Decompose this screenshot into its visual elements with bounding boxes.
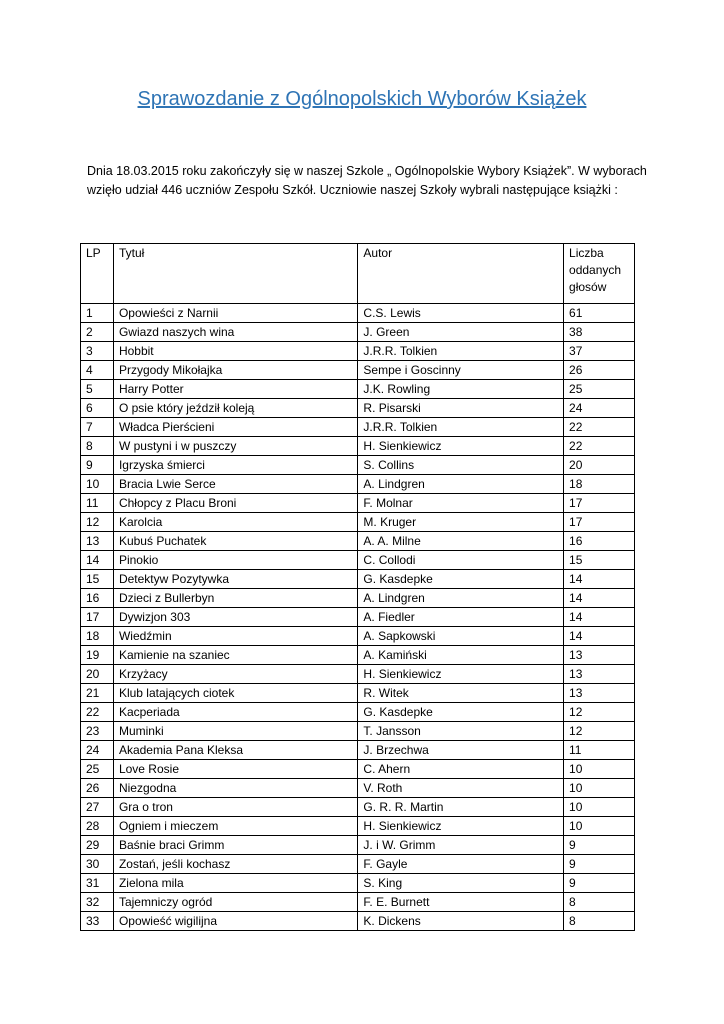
table-row xyxy=(81,836,635,855)
cell-lp: 25 xyxy=(81,760,114,779)
cell-title: Harry Potter xyxy=(113,380,357,399)
cell-lp: 19 xyxy=(81,646,114,665)
cell-votes: 12 xyxy=(564,703,635,722)
cell-author: J. Brzechwa xyxy=(358,741,564,760)
cell-title: Love Rosie xyxy=(113,760,357,779)
cell-lp: 30 xyxy=(81,855,114,874)
cell-author: A. Fiedler xyxy=(358,608,564,627)
table-row xyxy=(81,418,635,437)
cell-votes: 8 xyxy=(564,893,635,912)
cell-title: Chłopcy z Placu Broni xyxy=(113,494,357,513)
table-row xyxy=(81,513,635,532)
table-row xyxy=(81,494,635,513)
cell-lp: 27 xyxy=(81,798,114,817)
table-row xyxy=(81,665,635,684)
cell-title: Karolcia xyxy=(113,513,357,532)
cell-title: Dywizjon 303 xyxy=(113,608,357,627)
table-row xyxy=(81,722,635,741)
cell-author: G. R. R. Martin xyxy=(358,798,564,817)
cell-title: Akademia Pana Kleksa xyxy=(113,741,357,760)
cell-votes: 38 xyxy=(564,323,635,342)
table-row xyxy=(81,456,635,475)
cell-lp: 28 xyxy=(81,817,114,836)
cell-lp: 2 xyxy=(81,323,114,342)
cell-lp: 5 xyxy=(81,380,114,399)
cell-lp: 18 xyxy=(81,627,114,646)
cell-lp: 8 xyxy=(81,437,114,456)
table-row xyxy=(81,760,635,779)
cell-votes: 17 xyxy=(564,494,635,513)
cell-author: A. Lindgren xyxy=(358,589,564,608)
intro-line-1: Dnia 18.03.2015 roku zakończyły się w naszej Szkole „ Ogólnopolskie Wybory Książek”. W wyborach xyxy=(87,164,647,178)
cell-lp: 12 xyxy=(81,513,114,532)
cell-author: J.R.R. Tolkien xyxy=(358,342,564,361)
table-row xyxy=(81,893,635,912)
cell-lp: 13 xyxy=(81,532,114,551)
cell-lp: 16 xyxy=(81,589,114,608)
table-row xyxy=(81,304,635,323)
table-row xyxy=(81,342,635,361)
cell-lp: 26 xyxy=(81,779,114,798)
cell-author: G. Kasdepke xyxy=(358,703,564,722)
cell-title: Opowieść wigilijna xyxy=(113,912,357,931)
cell-lp: 33 xyxy=(81,912,114,931)
cell-title: Władca Pierścieni xyxy=(113,418,357,437)
cell-author: A. A. Milne xyxy=(358,532,564,551)
cell-author: A. Lindgren xyxy=(358,475,564,494)
cell-title: Krzyżacy xyxy=(113,665,357,684)
cell-title: Detektyw Pozytywka xyxy=(113,570,357,589)
cell-title: Klub latających ciotek xyxy=(113,684,357,703)
table-row xyxy=(81,589,635,608)
cell-votes: 16 xyxy=(564,532,635,551)
cell-title: O psie który jeździł koleją xyxy=(113,399,357,418)
cell-lp: 23 xyxy=(81,722,114,741)
cell-title: Igrzyska śmierci xyxy=(113,456,357,475)
cell-lp: 14 xyxy=(81,551,114,570)
cell-title: Opowieści z Narnii xyxy=(113,304,357,323)
cell-lp: 20 xyxy=(81,665,114,684)
table-row xyxy=(81,323,635,342)
cell-votes: 22 xyxy=(564,418,635,437)
cell-lp: 21 xyxy=(81,684,114,703)
header-votes-line-2: oddanych xyxy=(569,263,622,277)
cell-votes: 13 xyxy=(564,665,635,684)
table-row xyxy=(81,646,635,665)
cell-votes: 17 xyxy=(564,513,635,532)
cell-title: Hobbit xyxy=(113,342,357,361)
cell-votes: 61 xyxy=(564,304,635,323)
cell-title: Zostań, jeśli kochasz xyxy=(113,855,357,874)
table-row xyxy=(81,380,635,399)
cell-author: H. Sienkiewicz xyxy=(358,817,564,836)
cell-title: W pustyni i w puszczy xyxy=(113,437,357,456)
cell-votes: 14 xyxy=(564,589,635,608)
cell-author: F. E. Burnett xyxy=(358,893,564,912)
table-row xyxy=(81,798,635,817)
table-row xyxy=(81,855,635,874)
cell-lp: 4 xyxy=(81,361,114,380)
cell-votes: 24 xyxy=(564,399,635,418)
header-author: Autor xyxy=(358,244,564,304)
cell-author: Sempe i Goscinny xyxy=(358,361,564,380)
cell-lp: 31 xyxy=(81,874,114,893)
cell-votes: 10 xyxy=(564,779,635,798)
cell-title: Gwiazd naszych wina xyxy=(113,323,357,342)
cell-votes: 13 xyxy=(564,684,635,703)
cell-author: S. Collins xyxy=(358,456,564,475)
cell-author: H. Sienkiewicz xyxy=(358,665,564,684)
cell-title: Niezgodna xyxy=(113,779,357,798)
cell-author: M. Kruger xyxy=(358,513,564,532)
cell-lp: 17 xyxy=(81,608,114,627)
table-row xyxy=(81,874,635,893)
cell-author: F. Molnar xyxy=(358,494,564,513)
cell-votes: 26 xyxy=(564,361,635,380)
cell-title: Wiedźmin xyxy=(113,627,357,646)
header-votes-line-3: głosów xyxy=(569,280,607,294)
cell-lp: 9 xyxy=(81,456,114,475)
cell-lp: 3 xyxy=(81,342,114,361)
table-row xyxy=(81,703,635,722)
cell-lp: 1 xyxy=(81,304,114,323)
cell-votes: 10 xyxy=(564,817,635,836)
table-row xyxy=(81,912,635,931)
cell-author: T. Jansson xyxy=(358,722,564,741)
cell-title: Tajemniczy ogród xyxy=(113,893,357,912)
table-row xyxy=(81,608,635,627)
cell-title: Gra o tron xyxy=(113,798,357,817)
cell-author: C. Collodi xyxy=(358,551,564,570)
cell-author: S. King xyxy=(358,874,564,893)
table-row xyxy=(81,475,635,494)
cell-votes: 14 xyxy=(564,608,635,627)
cell-votes: 22 xyxy=(564,437,635,456)
cell-author: A. Sapkowski xyxy=(358,627,564,646)
table-row xyxy=(81,437,635,456)
cell-title: Ogniem i mieczem xyxy=(113,817,357,836)
cell-author: R. Witek xyxy=(358,684,564,703)
cell-author: K. Dickens xyxy=(358,912,564,931)
cell-lp: 24 xyxy=(81,741,114,760)
cell-votes: 9 xyxy=(564,836,635,855)
cell-title: Kamienie na szaniec xyxy=(113,646,357,665)
cell-title: Pinokio xyxy=(113,551,357,570)
cell-title: Zielona mila xyxy=(113,874,357,893)
cell-votes: 8 xyxy=(564,912,635,931)
cell-votes: 18 xyxy=(564,475,635,494)
cell-title: Przygody Mikołajka xyxy=(113,361,357,380)
header-lp: LP xyxy=(81,244,114,304)
cell-title: Kubuś Puchatek xyxy=(113,532,357,551)
books-table xyxy=(80,243,635,931)
cell-votes: 37 xyxy=(564,342,635,361)
table-row xyxy=(81,361,635,380)
header-votes-line-1: Liczba xyxy=(569,246,604,260)
cell-votes: 10 xyxy=(564,798,635,817)
cell-author: G. Kasdepke xyxy=(358,570,564,589)
table-header-row xyxy=(81,244,635,304)
intro-paragraph xyxy=(87,162,647,200)
cell-author: C. Ahern xyxy=(358,760,564,779)
cell-author: J.K. Rowling xyxy=(358,380,564,399)
cell-title: Bracia Lwie Serce xyxy=(113,475,357,494)
cell-votes: 9 xyxy=(564,874,635,893)
cell-author: H. Sienkiewicz xyxy=(358,437,564,456)
cell-author: V. Roth xyxy=(358,779,564,798)
cell-votes: 13 xyxy=(564,646,635,665)
table-row xyxy=(81,551,635,570)
table-row xyxy=(81,532,635,551)
cell-lp: 11 xyxy=(81,494,114,513)
cell-author: J.R.R. Tolkien xyxy=(358,418,564,437)
table-row xyxy=(81,570,635,589)
cell-title: Baśnie braci Grimm xyxy=(113,836,357,855)
cell-votes: 25 xyxy=(564,380,635,399)
header-title: Tytuł xyxy=(113,244,357,304)
cell-lp: 10 xyxy=(81,475,114,494)
cell-title: Kacperiada xyxy=(113,703,357,722)
table-row xyxy=(81,741,635,760)
table-row xyxy=(81,779,635,798)
cell-author: C.S. Lewis xyxy=(358,304,564,323)
cell-title: Dzieci z Bullerbyn xyxy=(113,589,357,608)
table-row xyxy=(81,684,635,703)
cell-lp: 22 xyxy=(81,703,114,722)
cell-votes: 12 xyxy=(564,722,635,741)
cell-lp: 32 xyxy=(81,893,114,912)
intro-line-2: wzięło udział 446 uczniów Zespołu Szkół. Uczniowie naszej Szkoły wybrali następujące książki : xyxy=(87,183,618,197)
cell-lp: 15 xyxy=(81,570,114,589)
cell-votes: 15 xyxy=(564,551,635,570)
cell-votes: 14 xyxy=(564,570,635,589)
cell-title: Muminki xyxy=(113,722,357,741)
table-row xyxy=(81,627,635,646)
cell-votes: 10 xyxy=(564,760,635,779)
cell-author: J. i W. Grimm xyxy=(358,836,564,855)
header-votes xyxy=(564,244,635,304)
table-row xyxy=(81,817,635,836)
cell-lp: 29 xyxy=(81,836,114,855)
cell-votes: 20 xyxy=(564,456,635,475)
page-title: Sprawozdanie z Ogólnopolskich Wyborów Książek xyxy=(137,88,587,110)
cell-votes: 11 xyxy=(564,741,635,760)
cell-author: J. Green xyxy=(358,323,564,342)
cell-author: R. Pisarski xyxy=(358,399,564,418)
cell-votes: 14 xyxy=(564,627,635,646)
cell-author: A. Kamiński xyxy=(358,646,564,665)
cell-author: F. Gayle xyxy=(358,855,564,874)
cell-lp: 6 xyxy=(81,399,114,418)
table-row xyxy=(81,399,635,418)
cell-votes: 9 xyxy=(564,855,635,874)
cell-lp: 7 xyxy=(81,418,114,437)
